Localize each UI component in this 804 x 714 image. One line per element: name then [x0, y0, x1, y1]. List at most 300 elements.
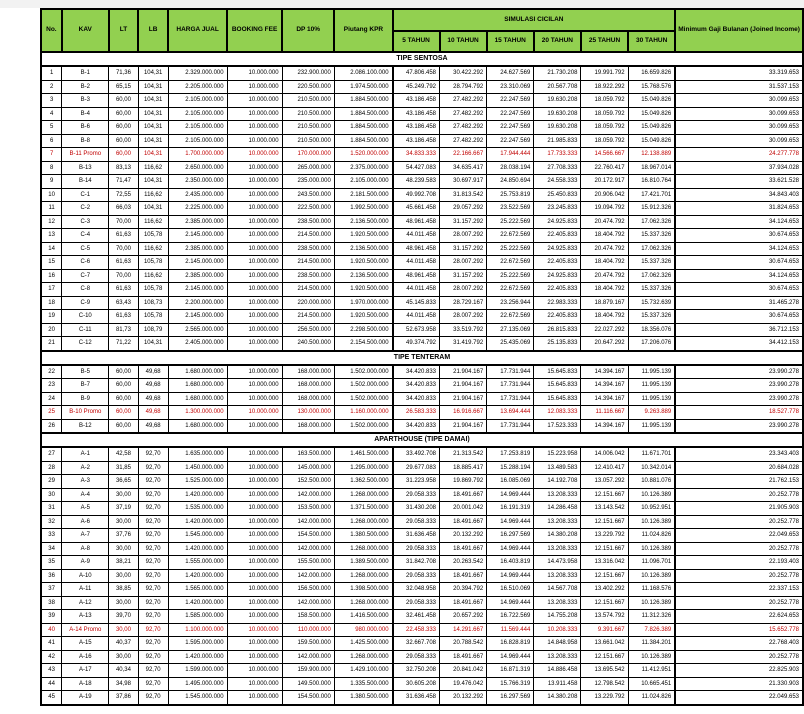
price-table: [40, 8, 804, 706]
cell-booking-fee: 10.000.000: [227, 66, 282, 80]
cell-cicilan-25th: 12.151.667: [581, 488, 628, 502]
cell-cicilan-15th: 24.627.569: [487, 66, 534, 80]
table-row: [41, 296, 803, 310]
cell-cicilan-15th: 14.969.444: [487, 488, 534, 502]
cell-cicilan-20th: 19.630.208: [534, 107, 581, 121]
cell-dp-10: 159.900.000: [282, 664, 334, 678]
cell-minimum-gaji: 20.684.028: [675, 461, 803, 475]
cell-cicilan-15th: 23.256.944: [487, 296, 534, 310]
cell-no: 18: [41, 296, 62, 310]
cell-cicilan-25th: 12.151.667: [581, 542, 628, 556]
cell-cicilan-25th: 18.922.292: [581, 80, 628, 94]
cell-lt: 60,00: [109, 365, 138, 379]
cell-cicilan-20th: 20.567.708: [534, 80, 581, 94]
cell-cicilan-25th: 12.410.417: [581, 461, 628, 475]
cell-cicilan-5th: 32.750.208: [393, 664, 440, 678]
cell-cicilan-5th: 33.492.708: [393, 447, 440, 461]
cell-kav: A-3: [62, 475, 109, 489]
table-row: [41, 392, 803, 406]
cell-booking-fee: 10.000.000: [227, 461, 282, 475]
cell-no: 26: [41, 419, 62, 433]
cell-cicilan-10th: 30.422.292: [440, 66, 487, 80]
cell-no: 1: [41, 66, 62, 80]
cell-harga-jual: 2.435.000.000: [168, 188, 227, 202]
cell-cicilan-25th: 13.661.042: [581, 637, 628, 651]
cell-cicilan-15th: 16.403.819: [487, 556, 534, 570]
cell-cicilan-10th: 31.157.292: [440, 269, 487, 283]
cell-cicilan-20th: 24.925.833: [534, 242, 581, 256]
cell-cicilan-15th: 14.969.444: [487, 515, 534, 529]
table-row: [41, 542, 803, 556]
cell-minimum-gaji: 23.990.278: [675, 392, 803, 406]
cell-no: 25: [41, 406, 62, 420]
cell-cicilan-30th: 10.665.451: [628, 677, 675, 691]
cell-harga-jual: 1.599.000.000: [168, 664, 227, 678]
cell-minimum-gaji: 30.674.653: [675, 283, 803, 297]
cell-piutang-kpr: 1.425.500.000: [334, 637, 392, 651]
cell-cicilan-10th: 28.729.167: [440, 296, 487, 310]
cell-lb: 92,70: [138, 623, 168, 637]
cell-cicilan-20th: 14.473.958: [534, 556, 581, 570]
cell-cicilan-10th: 28.007.292: [440, 310, 487, 324]
cell-no: 21: [41, 337, 62, 351]
cell-cicilan-5th: 48.961.458: [393, 269, 440, 283]
cell-cicilan-30th: 18.356.076: [628, 323, 675, 337]
cell-cicilan-15th: 14.969.444: [487, 596, 534, 610]
cell-cicilan-15th: 16.191.319: [487, 502, 534, 516]
cell-cicilan-5th: 48.961.458: [393, 215, 440, 229]
cell-piutang-kpr: 1.268.000.000: [334, 542, 392, 556]
cell-dp-10: 142.000.000: [282, 596, 334, 610]
cell-cicilan-20th: 25.450.833: [534, 188, 581, 202]
cell-lt: 31,85: [109, 461, 138, 475]
cell-cicilan-30th: 16.659.826: [628, 66, 675, 80]
col-header-15-tahun: 15 TAHUN: [487, 31, 534, 52]
cell-lb: 49,68: [138, 392, 168, 406]
cell-piutang-kpr: 1.920.500.000: [334, 310, 392, 324]
cell-lt: 30,00: [109, 488, 138, 502]
cell-lb: 92,70: [138, 596, 168, 610]
cell-booking-fee: 10.000.000: [227, 488, 282, 502]
cell-minimum-gaji: 20.252.778: [675, 596, 803, 610]
table-row: [41, 229, 803, 243]
cell-booking-fee: 10.000.000: [227, 637, 282, 651]
cell-cicilan-15th: 15.766.319: [487, 677, 534, 691]
cell-kav: A-14 Promo: [62, 623, 109, 637]
cell-cicilan-10th: 19.476.042: [440, 677, 487, 691]
cell-booking-fee: 10.000.000: [227, 337, 282, 351]
cell-lb: 49,68: [138, 406, 168, 420]
cell-cicilan-10th: 34.635.417: [440, 161, 487, 175]
table-row: [41, 569, 803, 583]
cell-lb: 116,62: [138, 188, 168, 202]
cell-minimum-gaji: 24.277.778: [675, 148, 803, 162]
cell-harga-jual: 1.545.000.000: [168, 529, 227, 543]
cell-lb: 92,70: [138, 529, 168, 543]
cell-kav: C-12: [62, 337, 109, 351]
cell-cicilan-15th: 16.722.569: [487, 610, 534, 624]
cell-minimum-gaji: 21.905.903: [675, 502, 803, 516]
cell-minimum-gaji: 21.330.903: [675, 677, 803, 691]
cell-cicilan-30th: 10.126.389: [628, 488, 675, 502]
cell-minimum-gaji: 15.652.778: [675, 623, 803, 637]
cell-no: 34: [41, 542, 62, 556]
cell-kav: A-4: [62, 488, 109, 502]
cell-cicilan-25th: 13.229.792: [581, 529, 628, 543]
cell-lt: 60,00: [109, 406, 138, 420]
cell-cicilan-25th: 20.647.292: [581, 337, 628, 351]
cell-cicilan-30th: 10.126.389: [628, 515, 675, 529]
cell-minimum-gaji: 18.527.778: [675, 406, 803, 420]
cell-lb: 92,70: [138, 610, 168, 624]
cell-cicilan-25th: 18.404.792: [581, 229, 628, 243]
cell-kav: B-10 Promo: [62, 406, 109, 420]
cell-kav: A-6: [62, 515, 109, 529]
cell-cicilan-30th: 10.342.014: [628, 461, 675, 475]
cell-harga-jual: 2.145.000.000: [168, 283, 227, 297]
cell-cicilan-5th: 44.011.458: [393, 310, 440, 324]
cell-dp-10: 214.500.000: [282, 310, 334, 324]
cell-cicilan-20th: 22.405.833: [534, 283, 581, 297]
cell-no: 32: [41, 515, 62, 529]
cell-cicilan-25th: 11.116.667: [581, 406, 628, 420]
cell-minimum-gaji: 21.762.153: [675, 475, 803, 489]
cell-no: 40: [41, 623, 62, 637]
cell-cicilan-25th: 14.394.167: [581, 419, 628, 433]
cell-no: 38: [41, 596, 62, 610]
cell-cicilan-25th: 14.394.167: [581, 392, 628, 406]
table-row: [41, 202, 803, 216]
table-row-promo: [41, 406, 803, 420]
cell-harga-jual: 1.495.000.000: [168, 677, 227, 691]
cell-harga-jual: 1.420.000.000: [168, 650, 227, 664]
cell-minimum-gaji: 20.252.778: [675, 542, 803, 556]
cell-cicilan-20th: 15.645.833: [534, 392, 581, 406]
cell-cicilan-20th: 22.405.833: [534, 229, 581, 243]
cell-booking-fee: 10.000.000: [227, 229, 282, 243]
cell-cicilan-25th: 12.151.667: [581, 569, 628, 583]
cell-cicilan-30th: 12.138.889: [628, 148, 675, 162]
cell-cicilan-30th: 15.732.639: [628, 296, 675, 310]
table-row: [41, 461, 803, 475]
cell-lb: 92,70: [138, 447, 168, 461]
cell-dp-10: 243.500.000: [282, 188, 334, 202]
cell-piutang-kpr: 2.375.000.000: [334, 161, 392, 175]
cell-lt: 40,34: [109, 664, 138, 678]
cell-cicilan-15th: 22.672.569: [487, 310, 534, 324]
cell-lt: 37,76: [109, 529, 138, 543]
cell-no: 15: [41, 256, 62, 270]
cell-piutang-kpr: 1.268.000.000: [334, 650, 392, 664]
cell-kav: A-17: [62, 664, 109, 678]
cell-piutang-kpr: 2.136.500.000: [334, 269, 392, 283]
cell-piutang-kpr: 2.086.100.000: [334, 66, 392, 80]
table-row: [41, 691, 803, 705]
cell-cicilan-30th: 11.024.826: [628, 529, 675, 543]
col-header-10-tahun: 10 TAHUN: [440, 31, 487, 52]
cell-cicilan-30th: 10.881.076: [628, 475, 675, 489]
cell-piutang-kpr: 1.416.500.000: [334, 610, 392, 624]
cell-lt: 30,00: [109, 515, 138, 529]
cell-no: 39: [41, 610, 62, 624]
cell-cicilan-5th: 29.058.333: [393, 596, 440, 610]
table-row: [41, 556, 803, 570]
cell-harga-jual: 1.565.000.000: [168, 583, 227, 597]
cell-piutang-kpr: 1.884.500.000: [334, 134, 392, 148]
cell-piutang-kpr: 1.920.500.000: [334, 229, 392, 243]
table-body: [41, 52, 803, 705]
cell-cicilan-10th: 27.482.292: [440, 107, 487, 121]
cell-no: 11: [41, 202, 62, 216]
cell-cicilan-10th: 19.869.792: [440, 475, 487, 489]
col-header-dp: DP 10%: [282, 9, 334, 52]
cell-cicilan-20th: 27.708.333: [534, 161, 581, 175]
cell-cicilan-5th: 52.673.958: [393, 323, 440, 337]
cell-cicilan-10th: 14.291.667: [440, 623, 487, 637]
cell-lb: 104,31: [138, 66, 168, 80]
cell-piutang-kpr: 980.000.000: [334, 623, 392, 637]
cell-piutang-kpr: 1.389.500.000: [334, 556, 392, 570]
cell-cicilan-15th: 16.085.069: [487, 475, 534, 489]
cell-cicilan-30th: 11.671.701: [628, 447, 675, 461]
cell-lb: 92,70: [138, 475, 168, 489]
cell-kav: B-11 Promo: [62, 148, 109, 162]
cell-cicilan-20th: 22.405.833: [534, 256, 581, 270]
cell-no: 7: [41, 148, 62, 162]
cell-lb: 104,31: [138, 175, 168, 189]
cell-lb: 49,68: [138, 379, 168, 393]
table-row: [41, 610, 803, 624]
cell-harga-jual: 1.535.000.000: [168, 502, 227, 516]
col-header-piutang-kpr: Piutang KPR: [334, 9, 392, 52]
cell-piutang-kpr: 1.920.500.000: [334, 283, 392, 297]
cell-no: 41: [41, 637, 62, 651]
cell-dp-10: 210.500.000: [282, 94, 334, 108]
section-title: APARTHOUSE (TIPE DAMAI): [41, 433, 803, 447]
cell-lt: 60,00: [109, 419, 138, 433]
cell-cicilan-25th: 19.094.792: [581, 202, 628, 216]
table-row: [41, 310, 803, 324]
table-row: [41, 215, 803, 229]
cell-booking-fee: 10.000.000: [227, 215, 282, 229]
cell-cicilan-30th: 18.967.014: [628, 161, 675, 175]
cell-no: 22: [41, 365, 62, 379]
cell-kav: C-7: [62, 269, 109, 283]
cell-lt: 36,65: [109, 475, 138, 489]
table-row: [41, 488, 803, 502]
cell-dp-10: 153.500.000: [282, 502, 334, 516]
cell-cicilan-25th: 22.760.417: [581, 161, 628, 175]
cell-cicilan-15th: 23.522.569: [487, 202, 534, 216]
cell-minimum-gaji: 22.768.403: [675, 637, 803, 651]
cell-booking-fee: 10.000.000: [227, 583, 282, 597]
cell-cicilan-10th: 20.263.542: [440, 556, 487, 570]
cell-kav: B-5: [62, 365, 109, 379]
cell-booking-fee: 10.000.000: [227, 664, 282, 678]
cell-kav: A-11: [62, 583, 109, 597]
cell-kav: C-3: [62, 215, 109, 229]
cell-booking-fee: 10.000.000: [227, 80, 282, 94]
cell-lt: 61,63: [109, 283, 138, 297]
cell-cicilan-15th: 28.038.194: [487, 161, 534, 175]
cell-booking-fee: 10.000.000: [227, 419, 282, 433]
cell-cicilan-25th: 14.566.667: [581, 148, 628, 162]
col-header-kav: KAV: [62, 9, 109, 52]
cell-minimum-gaji: 31.465.278: [675, 296, 803, 310]
cell-kav: A-8: [62, 542, 109, 556]
cell-cicilan-25th: 13.574.792: [581, 610, 628, 624]
table-row: [41, 94, 803, 108]
cell-dp-10: 142.000.000: [282, 542, 334, 556]
cell-lt: 39,70: [109, 610, 138, 624]
section-header-row: [41, 351, 803, 365]
cell-cicilan-25th: 19.991.792: [581, 66, 628, 80]
cell-cicilan-30th: 15.049.826: [628, 107, 675, 121]
cell-cicilan-15th: 17.253.819: [487, 447, 534, 461]
cell-lt: 40,37: [109, 637, 138, 651]
cell-cicilan-5th: 34.833.333: [393, 148, 440, 162]
cell-cicilan-20th: 12.083.333: [534, 406, 581, 420]
cell-cicilan-30th: 11.384.201: [628, 637, 675, 651]
cell-cicilan-15th: 16.828.819: [487, 637, 534, 651]
cell-cicilan-5th: 44.011.458: [393, 283, 440, 297]
col-header-minimum-gaji: Minimum Gaji Bulanan (Joined Income): [675, 9, 803, 52]
cell-cicilan-10th: 27.482.292: [440, 134, 487, 148]
cell-cicilan-30th: 11.024.826: [628, 691, 675, 705]
cell-cicilan-15th: 23.310.069: [487, 80, 534, 94]
cell-lt: 71,36: [109, 66, 138, 80]
cell-piutang-kpr: 1.429.100.000: [334, 664, 392, 678]
cell-cicilan-30th: 11.995.139: [628, 419, 675, 433]
cell-cicilan-5th: 30.605.208: [393, 677, 440, 691]
cell-cicilan-30th: 11.995.139: [628, 365, 675, 379]
cell-lb: 108,79: [138, 323, 168, 337]
cell-dp-10: 238.500.000: [282, 215, 334, 229]
cell-cicilan-15th: 16.297.569: [487, 529, 534, 543]
cell-cicilan-5th: 29.058.333: [393, 515, 440, 529]
cell-cicilan-10th: 21.904.167: [440, 392, 487, 406]
table-row: [41, 475, 803, 489]
cell-cicilan-20th: 13.489.583: [534, 461, 581, 475]
cell-cicilan-25th: 18.059.792: [581, 134, 628, 148]
cell-harga-jual: 1.680.000.000: [168, 419, 227, 433]
cell-no: 2: [41, 80, 62, 94]
cell-lt: 60,00: [109, 94, 138, 108]
table-row: [41, 447, 803, 461]
cell-dp-10: 240.500.000: [282, 337, 334, 351]
cell-cicilan-30th: 15.768.576: [628, 80, 675, 94]
cell-minimum-gaji: 22.049.653: [675, 529, 803, 543]
cell-lb: 105,78: [138, 310, 168, 324]
cell-cicilan-30th: 15.049.826: [628, 94, 675, 108]
cell-kav: A-2: [62, 461, 109, 475]
table-row: [41, 323, 803, 337]
cell-minimum-gaji: 20.252.778: [675, 515, 803, 529]
cell-cicilan-15th: 22.672.569: [487, 283, 534, 297]
cell-lt: 30,00: [109, 542, 138, 556]
cell-cicilan-5th: 47.806.458: [393, 66, 440, 80]
cell-cicilan-10th: 20.132.292: [440, 691, 487, 705]
cell-cicilan-30th: 10.126.389: [628, 596, 675, 610]
cell-harga-jual: 1.420.000.000: [168, 488, 227, 502]
cell-no: 16: [41, 269, 62, 283]
cell-no: 23: [41, 379, 62, 393]
table-row: [41, 256, 803, 270]
cell-lb: 104,31: [138, 134, 168, 148]
cell-cicilan-10th: 21.313.542: [440, 447, 487, 461]
cell-cicilan-20th: 15.645.833: [534, 379, 581, 393]
table-row: [41, 283, 803, 297]
cell-cicilan-5th: 29.058.333: [393, 569, 440, 583]
cell-no: 35: [41, 556, 62, 570]
cell-cicilan-30th: 15.049.826: [628, 134, 675, 148]
cell-cicilan-25th: 9.391.667: [581, 623, 628, 637]
cell-dp-10: 210.500.000: [282, 121, 334, 135]
cell-cicilan-5th: 44.011.458: [393, 229, 440, 243]
cell-kav: B-6: [62, 121, 109, 135]
cell-minimum-gaji: 34.124.653: [675, 242, 803, 256]
cell-lb: 105,78: [138, 229, 168, 243]
cell-cicilan-25th: 20.474.792: [581, 215, 628, 229]
col-header-5-tahun: 5 TAHUN: [393, 31, 440, 52]
cell-cicilan-30th: 11.412.951: [628, 664, 675, 678]
cell-cicilan-5th: 34.420.833: [393, 392, 440, 406]
col-header-30-tahun: 30 TAHUN: [628, 31, 675, 52]
cell-kav: B-2: [62, 80, 109, 94]
cell-cicilan-5th: 49.374.792: [393, 337, 440, 351]
cell-cicilan-30th: 15.337.326: [628, 283, 675, 297]
cell-kav: C-5: [62, 242, 109, 256]
cell-booking-fee: 10.000.000: [227, 556, 282, 570]
table-header: [41, 9, 803, 52]
top-margin-strip: [0, 0, 804, 8]
cell-lb: 92,70: [138, 461, 168, 475]
cell-piutang-kpr: 1.884.500.000: [334, 121, 392, 135]
cell-cicilan-5th: 48.239.583: [393, 175, 440, 189]
cell-lt: 71,22: [109, 337, 138, 351]
cell-booking-fee: 10.000.000: [227, 283, 282, 297]
price-table-wrapper: [40, 8, 804, 706]
cell-harga-jual: 1.680.000.000: [168, 392, 227, 406]
cell-harga-jual: 2.405.000.000: [168, 337, 227, 351]
cell-lt: 42,58: [109, 447, 138, 461]
cell-harga-jual: 1.450.000.000: [168, 461, 227, 475]
cell-harga-jual: 2.225.000.000: [168, 202, 227, 216]
cell-lb: 92,70: [138, 691, 168, 705]
cell-cicilan-5th: 48.961.458: [393, 242, 440, 256]
cell-cicilan-10th: 16.916.667: [440, 406, 487, 420]
cell-cicilan-20th: 14.848.958: [534, 637, 581, 651]
cell-cicilan-25th: 18.404.792: [581, 310, 628, 324]
cell-minimum-gaji: 23.990.278: [675, 365, 803, 379]
cell-lt: 60,00: [109, 107, 138, 121]
cell-cicilan-20th: 21.730.208: [534, 66, 581, 80]
cell-cicilan-25th: 12.151.667: [581, 650, 628, 664]
cell-dp-10: 238.500.000: [282, 242, 334, 256]
cell-cicilan-10th: 33.519.792: [440, 323, 487, 337]
cell-dp-10: 155.500.000: [282, 556, 334, 570]
cell-no: 19: [41, 310, 62, 324]
cell-harga-jual: 2.145.000.000: [168, 256, 227, 270]
table-row: [41, 379, 803, 393]
cell-minimum-gaji: 23.343.403: [675, 447, 803, 461]
cell-no: 42: [41, 650, 62, 664]
cell-lb: 49,68: [138, 419, 168, 433]
cell-cicilan-5th: 29.058.333: [393, 650, 440, 664]
table-row-promo: [41, 148, 803, 162]
cell-cicilan-15th: 15.288.194: [487, 461, 534, 475]
cell-minimum-gaji: 22.049.653: [675, 691, 803, 705]
